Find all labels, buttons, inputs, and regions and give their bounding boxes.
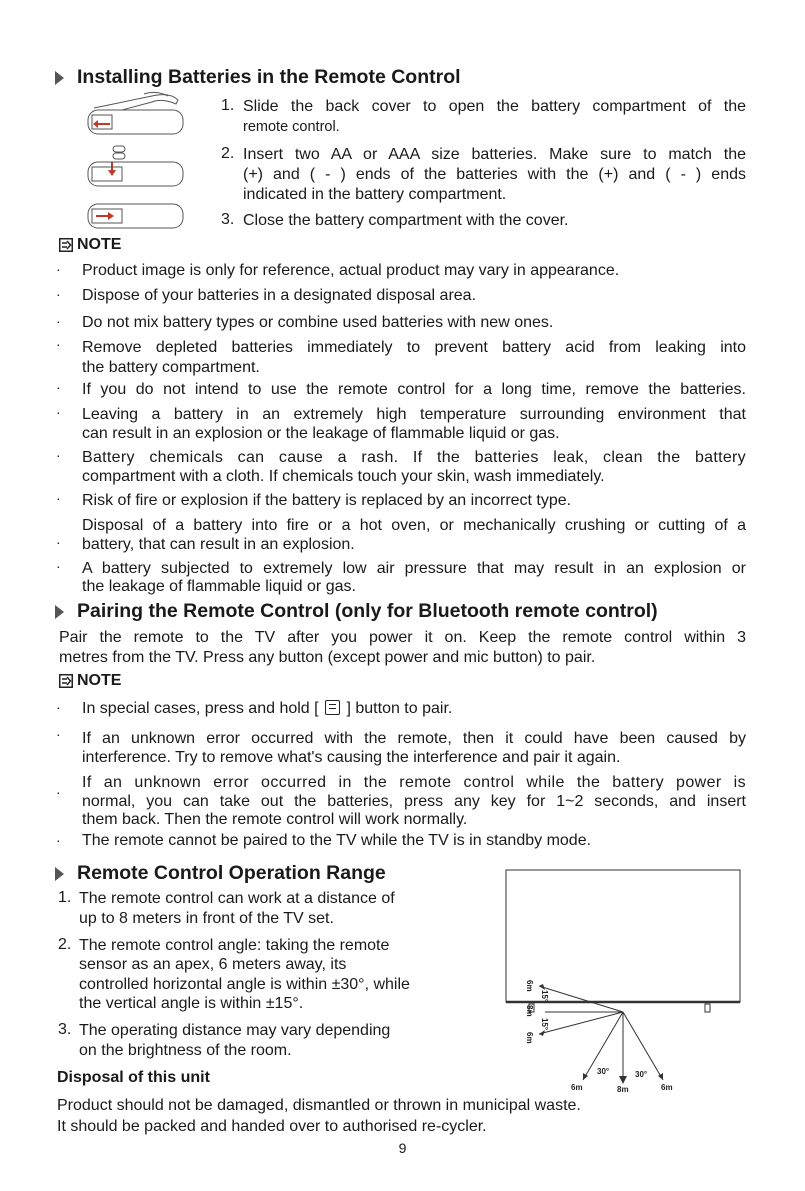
note-icon [59,238,73,252]
step-number: 1. [221,97,235,114]
bullet-icon: · [56,447,61,463]
bullet-icon: · [56,336,61,352]
remote-close-cover-illustration [88,204,183,228]
note-label: NOTE [77,236,122,253]
bullet-icon: · [56,404,61,420]
note-icon [59,674,73,688]
range-item-3-line1: The operating distance may vary depending [79,1022,391,1039]
menu-key-icon [325,700,340,715]
note-text: ] button to pair. [346,700,453,717]
section-heading-batteries [55,66,461,89]
range-item-2-line3: controlled horizontal angle is within ±30°, while [79,976,410,993]
note-item: Disposal of a battery into fire or a hot oven, or mechanically crushing or cutting of a [82,517,746,534]
bullet-icon: · [56,490,61,506]
step-number: 2. [221,145,235,162]
section-heading-pairing [55,600,658,623]
batteries-title: Installing Batteries in the Remote Control [77,66,461,88]
bullet-icon: · [56,313,61,329]
disposal-line1: Product should not be damaged, dismantled or thrown in municipal waste. [57,1097,581,1114]
range-item-2-line2: sensor as an apex, 6 meters away, its [79,956,347,973]
note-item-cont: interference. Try to remove what's causing the interference and pair it again. [82,749,621,766]
note-item: Risk of fire or explosion if the battery is replaced by an incorrect type. [82,492,572,509]
step-2-line2: (+) and ( - ) ends of the batteries with the (+) and ( - ) ends [243,166,746,183]
pairing-paragraph-line2: metres from the TV. Press any button (except power and mic button) to pair. [59,649,596,666]
page-number: 9 [398,1140,407,1156]
note-item-cont: the leakage of flammable liquid or gas. [82,578,356,595]
label-6m-right: 6m [661,1083,673,1092]
step-3-line1: Close the battery compartment with the cover. [243,212,569,229]
range-item-2-line1: The remote control angle: taking the remote [79,937,390,954]
note-item: A battery subjected to extremely low air pressure that may result in an explosion or [82,560,746,577]
pairing-paragraph-line1: Pair the remote to the TV after you power it on. Keep the remote control within 3 [59,629,746,646]
remote-insert-battery-illustration [88,162,183,186]
bullet-icon: · [56,832,61,848]
bullet-icon: · [56,261,61,277]
disposal-line2: It should be packed and handed over to authorised re-cycler. [57,1118,487,1135]
note-item-cont: the battery compartment. [82,359,260,376]
label-30-right: 30° [635,1070,648,1079]
note-item: If an unknown error occurred in the remote control while the battery power is [82,774,746,791]
label-8m: 8m [617,1085,629,1094]
bullet-icon: · [56,534,61,550]
section-arrow-icon [55,71,64,85]
note-item-cont: can result in an explosion or the leakage of flammable liquid or gas. [82,425,560,442]
operation-range-diagram [505,868,745,1098]
pairing-title: Pairing the Remote Control (only for Bluetooth remote control) [77,600,658,622]
label-6m-top: 6m [525,980,534,992]
range-item-1-line1: The remote control can work at a distance of [79,890,395,907]
note-item [82,699,746,719]
range-item-number: 3. [58,1021,72,1038]
note-item-cont: battery, that can result in an explosion. [82,536,355,553]
range-title: Remote Control Operation Range [77,862,386,884]
step-2-line3: indicated in the battery compartment. [243,186,507,203]
arrow-head [583,1073,588,1080]
bullet-icon: · [56,286,61,302]
range-item-3-line2: on the brightness of the room. [79,1042,292,1059]
section-heading-range [55,862,386,885]
note-item: If you do not intend to use the remote control for a long time, remove the batteries. [82,381,746,398]
note-item-cont: normal, you can take out the batteries, press any key for 1~2 seconds, and insert [82,793,746,810]
step-2-line1: Insert two AA or AAA size batteries. Make sure to match the [243,146,746,163]
bullet-icon: · [56,726,61,742]
note-item-cont: them back. Then the remote control will work normally. [82,811,468,828]
note-item: If an unknown error occurred with the remote, then it could have been caused by [82,730,746,747]
arrow-head [619,1076,627,1084]
remote-battery-illustration [82,90,192,240]
bullet-icon: · [56,558,61,574]
range-item-number: 1. [58,889,72,906]
disposal-title: Disposal of this unit [57,1069,210,1086]
arrow-head [658,1073,663,1080]
bullet-icon: · [56,784,61,800]
note-heading [59,236,121,254]
label-6m-bottom: 6m [525,1032,534,1044]
label-6m-left: 6m [571,1083,583,1092]
range-item-2-line4: the vertical angle is within ±15°. [79,995,304,1012]
note-item: Battery chemicals can cause a rash. If the batteries leak, clean the battery [82,449,746,466]
bullet-icon: · [56,699,61,715]
range-item-1-line2: up to 8 meters in front of the TV set. [79,910,334,927]
note-item-cont: compartment with a cloth. If chemicals touch your skin, wash immediately. [82,468,605,485]
note-heading [59,672,121,690]
bullet-icon: · [56,379,61,395]
range-item-number: 2. [58,936,72,953]
note-item: Do not mix battery types or combine used batteries with new ones. [82,314,554,331]
tv-stand-right [705,1004,710,1012]
note-item: Leaving a battery in an extremely high temperature surrounding environment that [82,406,746,423]
note-text: In special cases, press and hold [ [82,700,319,717]
label-30-left: 30° [597,1067,610,1076]
remote-open-cover-illustration [88,92,183,134]
step-1-line2: remote control. [243,119,340,135]
note-item: Product image is only for reference, actual product may vary in appearance. [82,262,620,279]
label-15-bottom: 15° [540,1018,549,1031]
step-1-line1: Slide the back cover to open the battery compartment of the [243,98,746,115]
label-8m-vertical: 8m [525,1005,534,1017]
section-arrow-icon [55,867,64,881]
note-item: Dispose of your batteries in a designated disposal area. [82,287,477,304]
label-15-top: 15° [540,990,549,1003]
step-number: 3. [221,211,235,228]
tv-screen-outline [506,870,740,1002]
note-item: Remove depleted batteries immediately to prevent battery acid from leaking into [82,339,746,356]
note-item: The remote cannot be paired to the TV while the TV is in standby mode. [82,832,592,849]
section-arrow-icon [55,605,64,619]
note-label: NOTE [77,672,122,689]
